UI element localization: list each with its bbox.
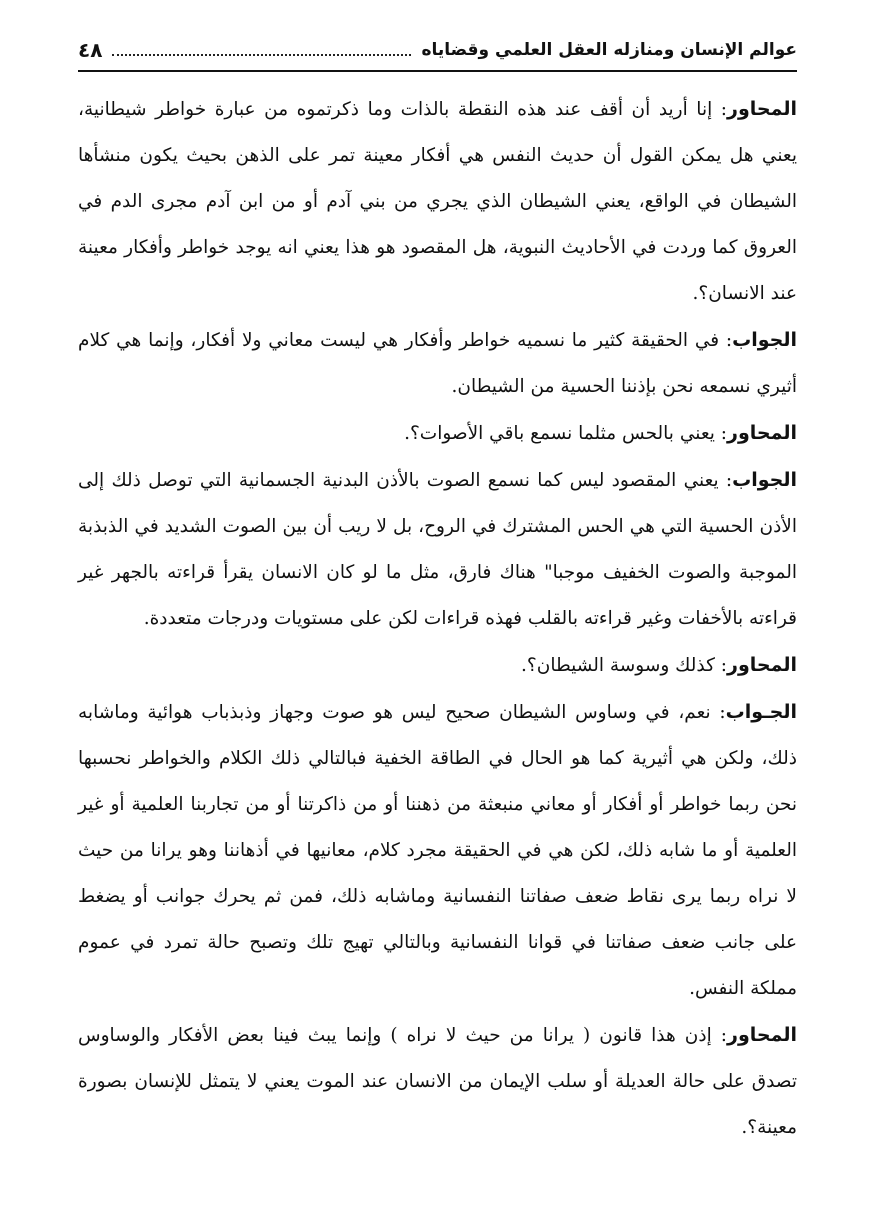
block-text: في الحقيقة كثير ما نسميه خواطر وأفكار هي ليست معاني ولا أفكار، وإنما هي كلام أثيري نسمعه نحن بإذننا الحسية من الشيطان.	[78, 330, 797, 397]
speaker-label: المحاور	[727, 422, 797, 444]
header-dot-leader	[112, 44, 411, 56]
speaker-label: الجـواب	[725, 701, 797, 723]
speaker-label: المحاور	[727, 654, 797, 676]
running-header	[78, 30, 797, 72]
dialogue-block: المحاور: كذلك وسوسة الشيطان؟.	[521, 654, 797, 676]
block-text: إنا أريد أن أقف عند هذه النقطة بالذات وما ذكرتموه من عبارة خواطر شيطانية، يعني هل يمكن القول أن حديث النفس هي أفكار معينة تمر على الذهن بحيث يكون منشأها الشيطان في الواقع، يعني الشيطان الذي يجري من بني آدم أو من ابن آدم مجرى الدم في العروق كما وردت في الأحاديث النبوية، هل المقصود هو هذا يعني انه يوجد خواطر وأفكار معينة عند الانسان؟.	[78, 99, 797, 304]
page-number: ٤٨	[78, 38, 103, 62]
speaker-label: المحاور	[727, 98, 797, 120]
dialogue-body	[78, 86, 797, 1151]
block-text: يعني المقصود ليس كما نسمع الصوت بالأذن البدنية الجسمانية التي توصل ذلك إلى الأذن الحسية التي هي الحس المشترك في الروح، بل لا ريب أن بين الصوت الشديد في الذبذبة الموجبة والصوت الخفيف موجبا" هناك فارق، مثل ما لو كان الانسان يقرأ قراءته بالجهر غير قراءته بالأخفات وغير قراءته بالقلب فهذه قراءات لكن على مستويات ودرجات متعددة.	[78, 470, 797, 629]
block-text: نعم، في وساوس الشيطان صحيح ليس هو صوت وجهاز وذبذباب هوائية وماشابه ذلك، ولكن هي أثيرية كما هو الحال في الطاقة الخفية فبالتالي ذلك الكلام والخواطر نحسبها نحن ربما خواطر أو أفكار أو معاني منبعثة من ذهننا أو من ذاكرتنا أو من تجاربنا العلمية أو غير العلمية أو ما شابه ذلك، لكن هي في الحقيقة مجرد كلام، معانيها في أذهاننا وهو يرانا من حيث لا نراه ربما يرى نقاط ضعف صفاتنا النفسانية وماشابه ذلك، فمن ثم يحرك جوانب أو يضغط على جانب ضعف صفاتنا في قوانا النفسانية وبالتالي تهيج تلك وتصبح حالة تمرد في عموم مملكة النفس.	[78, 702, 797, 999]
block-text: إذن هذا قانون ( يرانا من حيث لا نراه ) وإنما يبث فينا بعض الأفكار والوساوس تصدق على حالة العديلة أو سلب الإيمان من الانسان عند الموت يعني لا يتمثل للإنسان بصورة معينة؟.	[78, 1025, 797, 1138]
block-text: يعني بالحس مثلما نسمع باقي الأصوات؟.	[404, 423, 721, 444]
dialogue-block: الجواب: يعني المقصود ليس كما نسمع الصوت بالأذن البدنية الجسمانية التي توصل ذلك إلى الأذن الحسية التي هي الحس المشترك في الروح، بل لا ريب أن بين الصوت الشديد في الذبذبة الموجبة والصوت الخفيف موجبا" هناك فارق، مثل ما لو كان الانسان يقرأ قراءته بالجهر غير قراءته بالأخفات وغير قراءته بالقلب فهذه قراءات لكن على مستويات ودرجات متعددة.	[78, 469, 797, 629]
speaker-label: الجواب	[732, 329, 797, 351]
dialogue-block: المحاور: إذن هذا قانون ( يرانا من حيث لا نراه ) وإنما يبث فينا بعض الأفكار والوساوس تصدق على حالة العديلة أو سلب الإيمان من الانسان عند الموت يعني لا يتمثل للإنسان بصورة معينة؟.	[78, 1024, 797, 1138]
dialogue-block: الجواب: في الحقيقة كثير ما نسميه خواطر وأفكار هي ليست معاني ولا أفكار، وإنما هي كلام أثيري نسمعه نحن بإذننا الحسية من الشيطان.	[78, 329, 797, 397]
speaker-label: المحاور	[727, 1024, 797, 1046]
dialogue-block: المحاور: إنا أريد أن أقف عند هذه النقطة بالذات وما ذكرتموه من عبارة خواطر شيطانية، يعني هل يمكن القول أن حديث النفس هي أفكار معينة تمر على الذهن بحيث يكون منشأها الشيطان في الواقع، يعني الشيطان الذي يجري من بني آدم أو من ابن آدم مجرى الدم في العروق كما وردت في الأحاديث النبوية، هل المقصود هو هذا يعني انه يوجد خواطر وأفكار معينة عند الانسان؟.	[78, 98, 797, 304]
block-text: كذلك وسوسة الشيطان؟.	[521, 655, 721, 676]
speaker-label: الجواب	[732, 469, 797, 491]
dialogue-block: الجـواب: نعم، في وساوس الشيطان صحيح ليس هو صوت وجهاز وذبذباب هوائية وماشابه ذلك، ولكن هي أثيرية كما هو الحال في الطاقة الخفية فبالتالي ذلك الكلام والخواطر نحسبها نحن ربما خواطر أو أفكار أو معاني منبعثة من ذهننا أو من ذاكرتنا أو من تجاربنا العلمية أو غير العلمية أو ما شابه ذلك، لكن هي في الحقيقة مجرد كلام، معانيها في أذهاننا وهو يرانا من حيث لا نراه ربما يرى نقاط ضعف صفاتنا النفسانية وماشابه ذلك، فمن ثم يحرك جوانب أو يضغط على جانب ضعف صفاتنا في قوانا النفسانية وبالتالي تهيج تلك وتصبح حالة تمرد في عموم مملكة النفس.	[78, 701, 797, 999]
dialogue-block: المحاور: يعني بالحس مثلما نسمع باقي الأصوات؟.	[404, 422, 797, 444]
header-title: عوالم الإنسان ومنازله العقل العلمي وقضاياه	[421, 40, 797, 60]
